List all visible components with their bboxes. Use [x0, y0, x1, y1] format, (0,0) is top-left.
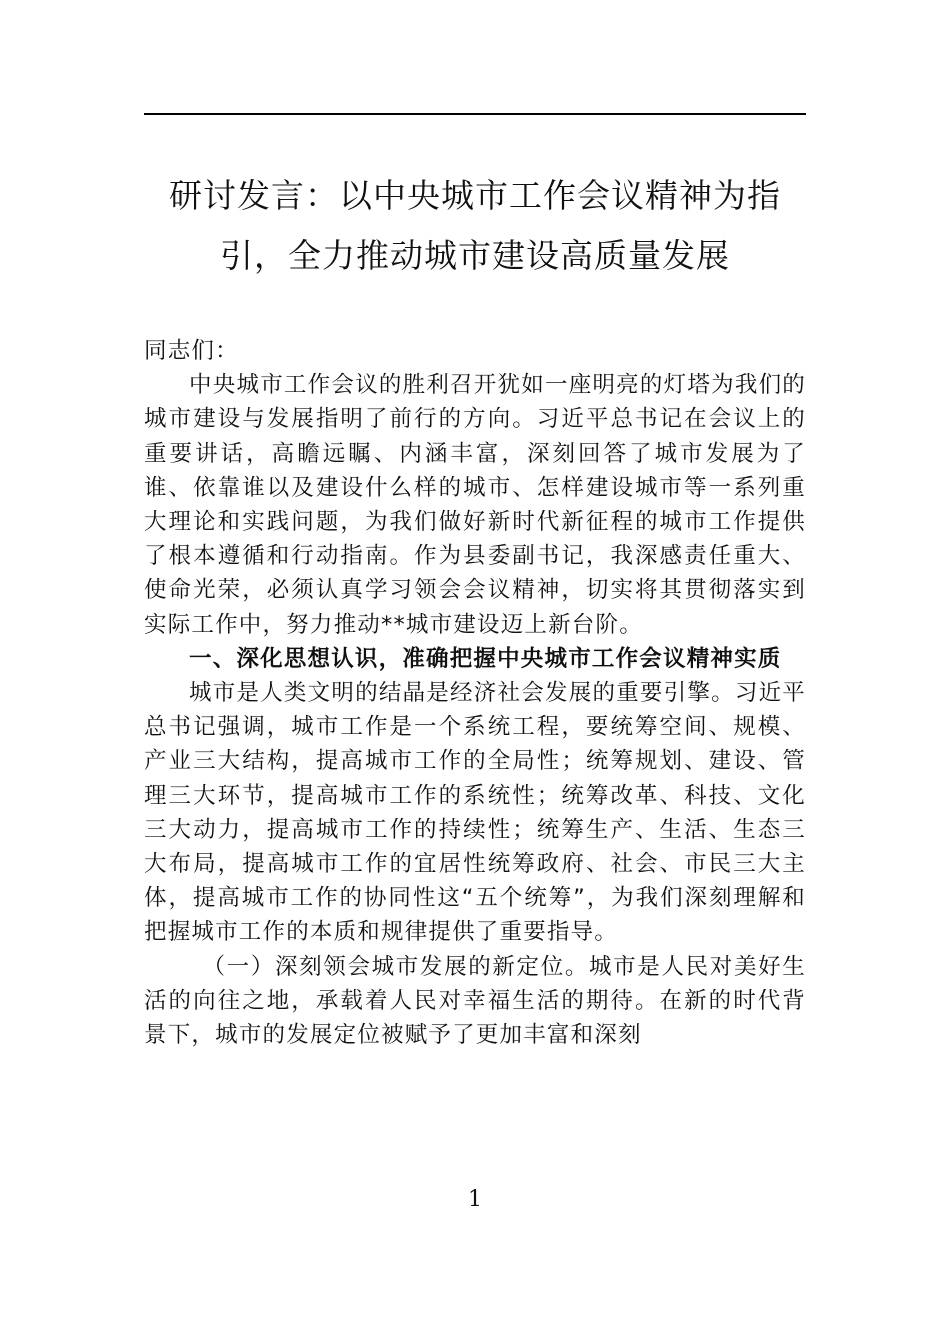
title-line-1: 研讨发言：以中央城市工作会议精神为指: [169, 176, 781, 215]
title-line-2: 引，全力推动城市建设高质量发展: [220, 236, 730, 275]
section-1-heading: 一、深化思想认识，准确把握中央城市工作会议精神实质: [189, 645, 782, 672]
header-rule: [144, 113, 806, 115]
subsection-1-paragraph: （一）深刻领会城市发展的新定位。城市是人民对美好生活的向往之地，承载着人民对幸福生活的期待。在新的时代背景下，城市的发展定位被赋予了更加丰富和深刻: [144, 953, 806, 1049]
section-1-paragraph: 城市是人类文明的结晶是经济社会发展的重要引擎。习近平总书记强调，城市工作是一个系统工程，要统筹空间、规模、产业三大结构，提高城市工作的全局性；统筹规划、建设、管理三大环节，提高城市工作的系统性；统筹改革、科技、文化三大动力，提高城市工作的持续性；统筹生产、生活、生态三大布局，提高城市工作的宜居性统筹政府、社会、市民三大主体，提高城市工作的协同性这“五个统筹”，为我们深刻理解和把握城市工作的本质和规律提供了重要指导。: [144, 680, 806, 946]
page-number: 1: [468, 1187, 482, 1212]
document-body: [144, 334, 806, 1052]
salutation: 同志们：: [144, 338, 239, 364]
intro-paragraph: 中央城市工作会议的胜利召开犹如一座明亮的灯塔为我们的城市建设与发展指明了前行的方向。习近平总书记在会议上的重要讲话，高瞻远瞩、内涵丰富，深刻回答了城市发展为了谁、依靠谁以及建设什么样的城市、怎样建设城市等一系列重大理论和实践问题，为我们做好新时代新征程的城市工作提供了根本遵循和行动指南。作为县委副书记，我深感责任重大、使命光荣，必须认真学习领会会议精神，切实将其贯彻落实到实际工作中，努力推动**城市建设迈上新台阶。: [144, 372, 806, 638]
document-title: [144, 166, 806, 286]
